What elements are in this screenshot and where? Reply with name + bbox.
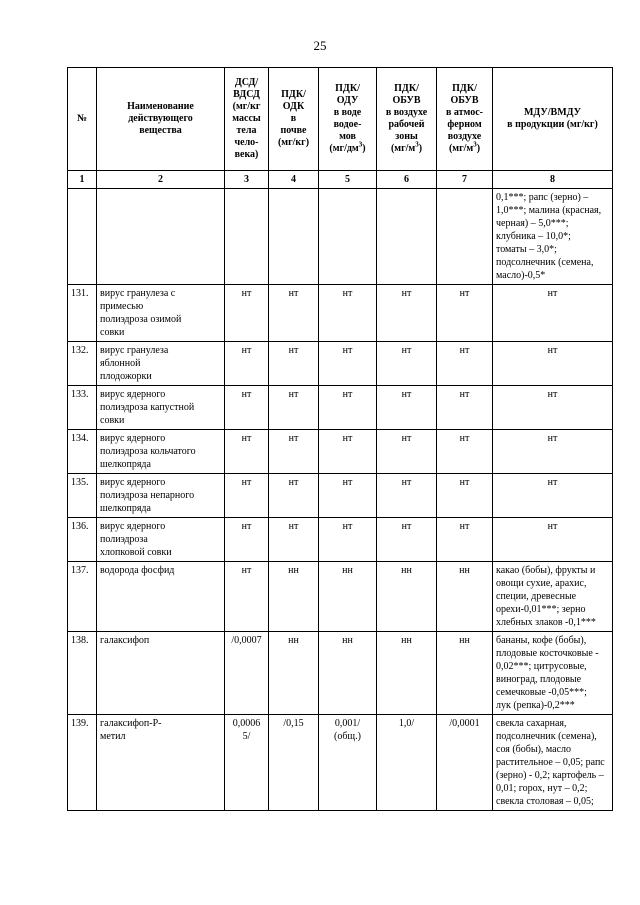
page-number: 25 — [313, 38, 327, 53]
obuv-work-value-line: нт — [401, 345, 412, 356]
dsd-value — [225, 474, 269, 518]
row-number: 133. — [68, 386, 97, 430]
odu-value — [319, 285, 377, 342]
dsd-value — [225, 518, 269, 562]
obuv-atm-value-line: нт — [459, 477, 470, 488]
odu-value-line: нн — [342, 565, 353, 576]
header-pdk-obuv-atm — [437, 68, 493, 171]
column-number-row — [68, 171, 613, 189]
dsd-value — [225, 386, 269, 430]
obuv-work-value-line: нт — [401, 477, 412, 488]
substance-name — [97, 518, 225, 562]
substances-table — [67, 67, 613, 811]
odu-value — [319, 474, 377, 518]
dsd-value — [225, 285, 269, 342]
header-mdu — [493, 68, 613, 171]
substance-name-line: шелкопряда — [100, 459, 151, 470]
odu-value — [319, 430, 377, 474]
obuv-atm-value — [437, 715, 493, 811]
obuv-work-value-line: нн — [401, 635, 412, 646]
header-odu-unit: $(мг/дм^3)$ — [329, 140, 366, 154]
table-row — [68, 632, 613, 715]
dsd-value-line: нт — [241, 477, 252, 488]
substance-name-line: вирус гранулеза — [100, 345, 169, 356]
column-number: 4 — [269, 171, 319, 189]
odk-value-line: нт — [288, 521, 299, 532]
odk-value-line: нт — [288, 288, 299, 299]
substance-name-line: совки — [100, 327, 125, 338]
substance-name-line: хлопковой совки — [100, 547, 172, 558]
header-work-unit: $(мг/м^3)$ — [390, 140, 423, 154]
substance-name-line: вирус гранулеза с — [100, 288, 176, 299]
header-odu-line: мов — [339, 131, 356, 142]
odk-value-line: нт — [288, 389, 299, 400]
header-odk-line: ОДК — [282, 101, 305, 112]
row-number: 135. — [68, 474, 97, 518]
header-work-line: в воздухе — [385, 107, 428, 118]
header-odu-unit-superscript: 3 — [358, 140, 363, 149]
mdu-value-line: виноград, плодовые — [496, 674, 582, 685]
odu-value — [319, 715, 377, 811]
obuv-work-value — [377, 562, 437, 632]
row-number — [68, 189, 97, 285]
substance-name-line: водорода фосфид — [100, 565, 175, 576]
dsd-value-line: /0,0007 — [231, 635, 262, 646]
header-dsd-line: ВДСД — [233, 89, 260, 100]
substance-name-line: полиэдроза озимой — [100, 314, 182, 325]
mdu-value-line: свекла сахарная, — [496, 718, 567, 729]
obuv-work-value — [377, 632, 437, 715]
mdu-value — [493, 715, 613, 811]
obuv-atm-value — [437, 632, 493, 715]
obuv-work-value-line: нн — [401, 565, 412, 576]
obuv-work-value — [377, 430, 437, 474]
odu-value — [319, 189, 377, 285]
odu-value-line: нт — [342, 521, 353, 532]
row-number: 134. — [68, 430, 97, 474]
obuv-work-value-line: нт — [401, 521, 412, 532]
row-number: 131. — [68, 285, 97, 342]
header-work-line: ПДК/ — [394, 83, 419, 94]
header-atm-line: в атмос- — [445, 107, 483, 118]
substance-name-line: полиэдроза кольчатого — [100, 446, 196, 457]
substance-name-line: полиэдроза непарного — [100, 490, 195, 501]
table-row — [68, 386, 613, 430]
header-odu-line: в воде — [333, 107, 362, 118]
column-number: 6 — [377, 171, 437, 189]
substance-name — [97, 189, 225, 285]
obuv-work-value — [377, 386, 437, 430]
header-work-line: ОБУВ — [392, 95, 421, 106]
odu-value-line: 0,001/ — [334, 718, 361, 729]
substance-name — [97, 430, 225, 474]
header-atm-line: воздухе — [447, 131, 482, 142]
odk-value — [269, 562, 319, 632]
substance-name — [97, 562, 225, 632]
mdu-value-line: плодовые косточковые - — [496, 648, 599, 659]
mdu-value-line: подсолнечник (семена), — [496, 731, 597, 742]
header-odk-line: ПДК/ — [281, 89, 306, 100]
header-name-line: Наименование — [127, 101, 194, 112]
header-dsd-line: века) — [234, 149, 259, 160]
obuv-work-value — [377, 285, 437, 342]
header-mdu-line: в продукции (мг/кг) — [507, 119, 598, 130]
substance-name-line: вирус ядерного — [100, 521, 166, 532]
column-number: 2 — [97, 171, 225, 189]
mdu-value — [493, 386, 613, 430]
mdu-value-line: (зерно) - 0,2; картофель – — [496, 770, 604, 781]
mdu-value-line: какао (бобы), фрукты и — [496, 565, 596, 576]
table-row — [68, 518, 613, 562]
odu-value — [319, 562, 377, 632]
obuv-atm-value — [437, 189, 493, 285]
odk-value-line: нт — [288, 477, 299, 488]
substance-name-line: совки — [100, 415, 125, 426]
header-name-line: вещества — [139, 125, 182, 136]
mdu-value-line: подсолнечник (семена, — [496, 257, 594, 268]
obuv-work-value — [377, 715, 437, 811]
obuv-atm-value — [437, 518, 493, 562]
table-row — [68, 189, 613, 285]
header-pdk-odk — [269, 68, 319, 171]
header-work-unit-superscript: 3 — [415, 140, 419, 149]
header-dsd-line: тела — [236, 125, 257, 136]
header-atm-line: ферном — [447, 119, 482, 130]
mdu-value-line: специи, древесные — [496, 591, 577, 602]
mdu-value — [493, 632, 613, 715]
mdu-value-line: орехи-0,01***; зерно — [496, 604, 586, 615]
header-odk-line: в — [290, 113, 297, 124]
odk-value-line: нн — [288, 635, 299, 646]
table-body — [68, 189, 613, 811]
mdu-value-line: черная) – 5,0***; — [496, 218, 569, 229]
substance-name-line: плодожорки — [100, 371, 152, 382]
mdu-value — [493, 430, 613, 474]
mdu-value — [493, 189, 613, 285]
mdu-value — [493, 518, 613, 562]
dsd-value — [225, 342, 269, 386]
mdu-value-line: нт — [547, 345, 558, 356]
odk-value — [269, 632, 319, 715]
substance-name-line: галаксифоп — [100, 635, 150, 646]
odk-value-line: нт — [288, 345, 299, 356]
mdu-value — [493, 562, 613, 632]
odk-value — [269, 715, 319, 811]
mdu-value-line: нт — [547, 433, 558, 444]
row-number: 137. — [68, 562, 97, 632]
obuv-work-value-line: нт — [401, 288, 412, 299]
column-number: 7 — [437, 171, 493, 189]
odk-value-line: нн — [288, 565, 299, 576]
header-mdu-line: МДУ/ВМДУ — [523, 107, 581, 118]
header-odu-line: водое- — [333, 119, 362, 130]
substance-name-line: вирус ядерного — [100, 433, 166, 444]
table-row — [68, 474, 613, 518]
dsd-value — [225, 189, 269, 285]
obuv-atm-value — [437, 386, 493, 430]
header-atm-unit: $(мг/м^3)$ — [448, 140, 481, 154]
obuv-atm-value-line: нт — [459, 389, 470, 400]
mdu-value-line: овощи сухие, арахис, — [496, 578, 587, 589]
dsd-value-line: нт — [241, 433, 252, 444]
obuv-atm-value-line: нт — [459, 288, 470, 299]
odk-value — [269, 474, 319, 518]
dsd-value-line: нт — [241, 521, 252, 532]
dsd-value-line: 5/ — [242, 731, 251, 742]
substance-name — [97, 715, 225, 811]
obuv-atm-value — [437, 285, 493, 342]
substance-name-line: галаксифоп-Р- — [100, 718, 162, 729]
header-dsd-line: (мг/кг — [232, 101, 261, 112]
obuv-atm-value-line: нт — [459, 433, 470, 444]
header-name-line: действующего — [128, 113, 193, 124]
odu-value-line: нт — [342, 389, 353, 400]
obuv-atm-value — [437, 342, 493, 386]
odu-value-line: нт — [342, 288, 353, 299]
mdu-value-line: нт — [547, 389, 558, 400]
table-row — [68, 430, 613, 474]
table-row — [68, 562, 613, 632]
header-work-line: зоны — [395, 131, 418, 142]
odk-value — [269, 518, 319, 562]
header-atm-line: ПДК/ — [452, 83, 477, 94]
dsd-value-line: нт — [241, 288, 252, 299]
substance-name — [97, 285, 225, 342]
mdu-value-line: 0,01; горох, нут – 0,2; — [496, 783, 588, 794]
odk-value — [269, 430, 319, 474]
dsd-value-line: нт — [241, 389, 252, 400]
dsd-value — [225, 562, 269, 632]
mdu-value-line: семечковые -0,05***; — [496, 687, 587, 698]
odu-value-line: нт — [342, 477, 353, 488]
substance-name-line: полиэдроза — [100, 534, 148, 545]
mdu-value-line: клубника – 10,0*; — [496, 231, 571, 242]
table-row — [68, 342, 613, 386]
substance-name-line: яблонной — [100, 358, 141, 369]
obuv-atm-value-line: нт — [459, 521, 470, 532]
row-number: 139. — [68, 715, 97, 811]
odu-value-line: нт — [342, 433, 353, 444]
obuv-atm-value-line: нт — [459, 345, 470, 356]
header-row — [68, 68, 613, 171]
mdu-value-line: 0,02***; цитрусовые, — [496, 661, 587, 672]
column-number: 8 — [493, 171, 613, 189]
header-atm-line: ОБУВ — [450, 95, 479, 106]
mdu-value-line: нт — [547, 521, 558, 532]
header-pdk-odu — [319, 68, 377, 171]
mdu-value — [493, 474, 613, 518]
obuv-work-value — [377, 474, 437, 518]
substance-name-line: примесью — [100, 301, 144, 312]
odu-value — [319, 632, 377, 715]
header-odk-line: почве — [280, 125, 307, 136]
substance-name — [97, 632, 225, 715]
header-odu-line: ОДУ — [336, 95, 359, 106]
substance-name — [97, 474, 225, 518]
substance-name-line: вирус ядерного — [100, 389, 166, 400]
header-atm-unit-superscript: 3 — [473, 140, 477, 149]
substance-name-line: шелкопряда — [100, 503, 151, 514]
obuv-atm-value-line: нн — [459, 565, 470, 576]
header-dsd-line: ДСД/ — [234, 77, 259, 88]
odk-value-line: /0,15 — [283, 718, 304, 729]
obuv-work-value — [377, 518, 437, 562]
mdu-value-line: растительное – 0,05; рапс — [496, 757, 605, 768]
header-name — [97, 68, 225, 171]
odu-value — [319, 386, 377, 430]
dsd-value-line: нт — [241, 565, 252, 576]
header-odk-line: (мг/кг) — [277, 137, 310, 148]
substance-name-line: полиэдроза капустной — [100, 402, 195, 413]
obuv-work-value — [377, 189, 437, 285]
obuv-work-value-line: 1,0/ — [398, 718, 415, 729]
mdu-value — [493, 285, 613, 342]
obuv-atm-value — [437, 562, 493, 632]
odk-value — [269, 342, 319, 386]
mdu-value-line: бананы, кофе (бобы), — [496, 635, 587, 646]
obuv-atm-value-line: /0,0001 — [449, 718, 480, 729]
header-no: № — [68, 68, 97, 171]
row-number: 138. — [68, 632, 97, 715]
header-work-line: рабочей — [388, 119, 425, 130]
dsd-value — [225, 632, 269, 715]
mdu-value — [493, 342, 613, 386]
mdu-value-line: нт — [547, 288, 558, 299]
obuv-atm-value — [437, 474, 493, 518]
odk-value-line: нт — [288, 433, 299, 444]
dsd-value-line: 0,0006 — [232, 718, 261, 729]
row-number: 136. — [68, 518, 97, 562]
column-number: 5 — [319, 171, 377, 189]
mdu-value-line: нт — [547, 477, 558, 488]
header-odu-line: ПДК/ — [335, 83, 360, 94]
mdu-value-line: соя (бобы), масло — [496, 744, 572, 755]
dsd-value — [225, 715, 269, 811]
odk-value — [269, 189, 319, 285]
mdu-value-line: свекла столовая – 0,05; — [496, 796, 594, 807]
mdu-value-line: 0,1***; рапс (зерно) – — [496, 192, 589, 203]
odu-value-line: нт — [342, 345, 353, 356]
obuv-atm-value — [437, 430, 493, 474]
obuv-work-value-line: нт — [401, 433, 412, 444]
odu-value — [319, 342, 377, 386]
odk-value — [269, 285, 319, 342]
header-dsd — [225, 68, 269, 171]
row-number: 132. — [68, 342, 97, 386]
obuv-atm-value-line: нн — [459, 635, 470, 646]
mdu-value-line: лук (репка)-0,2*** — [496, 700, 575, 711]
substance-name-line: метил — [100, 731, 126, 742]
odu-value-line: (общ.) — [334, 731, 361, 742]
odk-value — [269, 386, 319, 430]
mdu-value-line: 1,0***; малина (красная, — [496, 205, 602, 216]
header-dsd-line: чело- — [234, 137, 259, 148]
obuv-work-value — [377, 342, 437, 386]
header-dsd-line: массы — [232, 113, 261, 124]
table-row — [68, 285, 613, 342]
mdu-value-line: томаты – 3,0*; — [496, 244, 557, 255]
dsd-value — [225, 430, 269, 474]
substance-name-line: вирус ядерного — [100, 477, 166, 488]
substance-name — [97, 386, 225, 430]
substance-name — [97, 342, 225, 386]
column-number: 1 — [68, 171, 97, 189]
header-pdk-obuv-work — [377, 68, 437, 171]
column-number: 3 — [225, 171, 269, 189]
mdu-value-line: масло)-0,5* — [496, 270, 546, 281]
mdu-value-line: хлебных злаков -0,1*** — [496, 617, 596, 628]
dsd-value-line: нт — [241, 345, 252, 356]
table-row — [68, 715, 613, 811]
obuv-work-value-line: нт — [401, 389, 412, 400]
odu-value — [319, 518, 377, 562]
odu-value-line: нн — [342, 635, 353, 646]
